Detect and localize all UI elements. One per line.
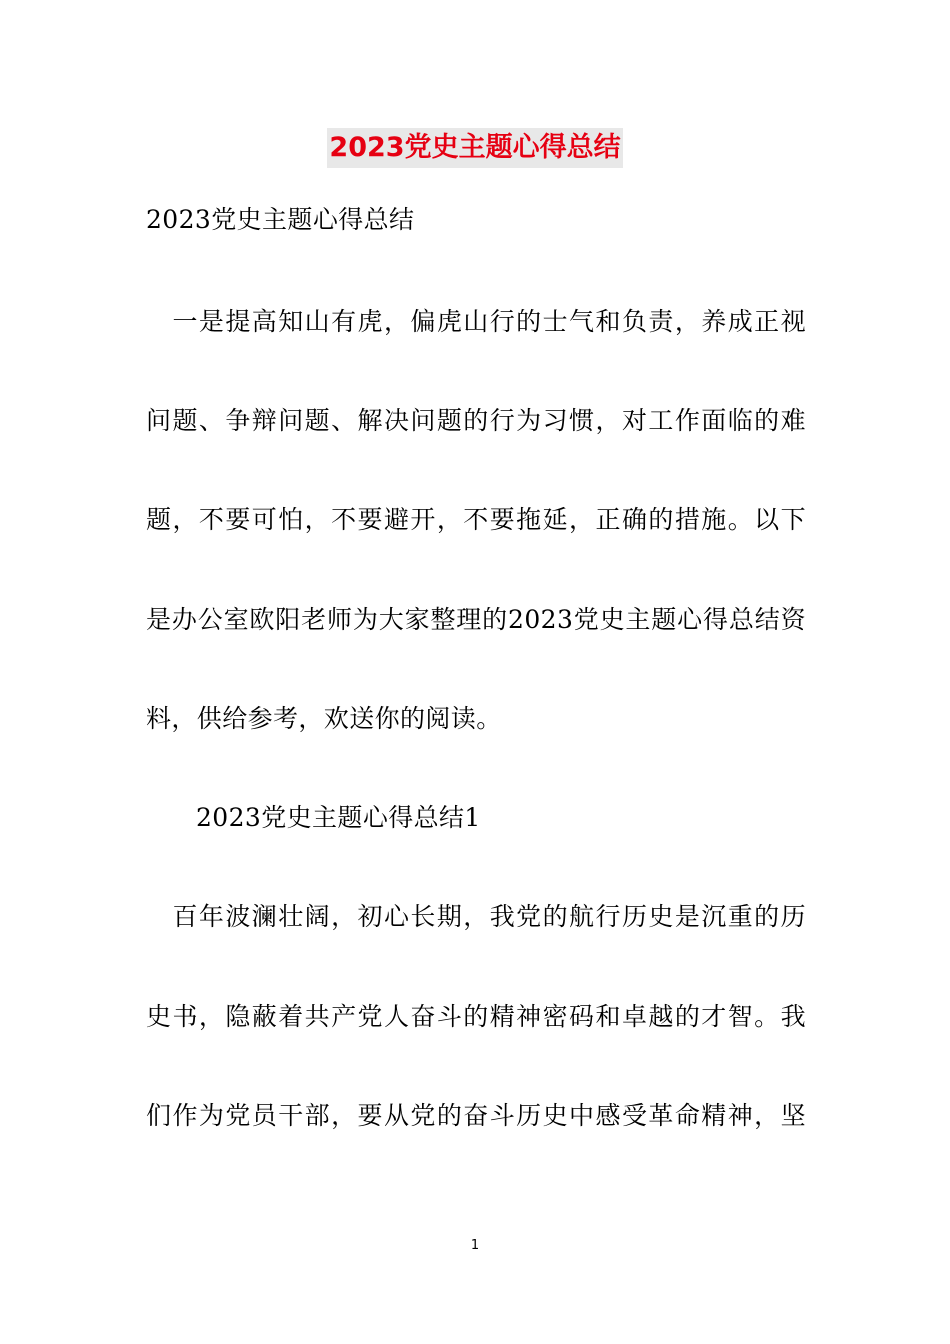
page-number: 1 bbox=[470, 1238, 480, 1253]
intro-line-4: 是办公室欧阳老师为大家整理的2023党史主题心得总结资 bbox=[146, 605, 806, 634]
intro-line-5: 料，供给参考，欢送你的阅读。 bbox=[146, 704, 502, 733]
body-line-3: 们作为党员干部，要从党的奋斗历史中感受革命精神，坚 bbox=[146, 1101, 806, 1130]
body-line-1: 百年波澜壮阔，初心长期，我党的航行历史是沉重的历 bbox=[146, 902, 806, 931]
intro-line-3: 题，不要可怕，不要避开，不要拖延，正确的措施。以下 bbox=[146, 505, 806, 534]
intro-line-2: 问题、争辩问题、解决问题的行为习惯，对工作面临的难 bbox=[146, 406, 806, 435]
section-heading: 2023党史主题心得总结1 bbox=[196, 803, 481, 832]
intro-line-1: 一是提高知山有虎，偏虎山行的士气和负责，养成正视 bbox=[146, 307, 806, 336]
title-container bbox=[0, 128, 950, 168]
document-title: 2023党史主题心得总结 bbox=[327, 128, 622, 168]
body-line-2: 史书，隐蔽着共产党人奋斗的精神密码和卓越的才智。我 bbox=[146, 1002, 806, 1031]
document-subtitle: 2023党史主题心得总结 bbox=[146, 205, 415, 234]
